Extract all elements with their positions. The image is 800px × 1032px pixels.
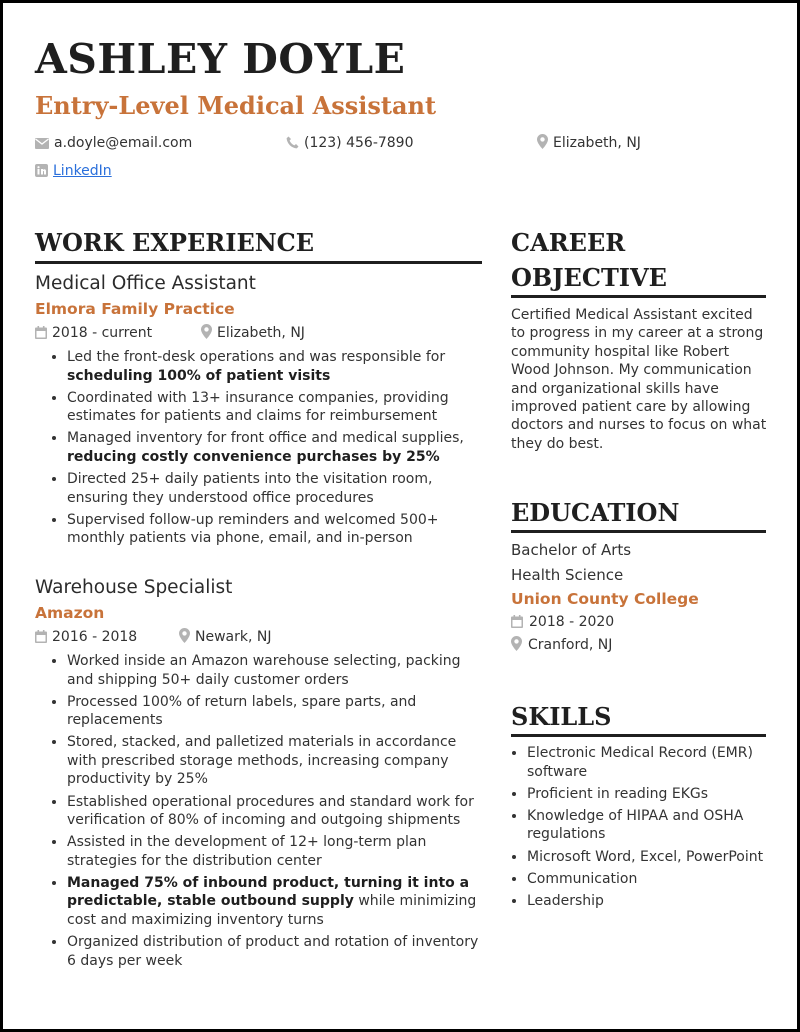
job-location (201, 324, 305, 342)
job-meta (35, 324, 485, 344)
calendar-icon (511, 615, 523, 628)
career-objective-heading: CAREER OBJECTIVE (511, 228, 667, 292)
location-icon (201, 324, 212, 339)
list-item: • Knowledge of HIPAA and OSHA regulations (527, 807, 769, 844)
job-title: Warehouse Specialist (35, 577, 233, 598)
list-item: • Communication (527, 870, 769, 889)
job-location-text: Newark, NJ (195, 629, 272, 645)
list-item: • Coordinated with 13+ insurance companies, providing estimates for patients and claims for reimbursement (67, 389, 485, 426)
list-item: • Managed inventory for front office and medical supplies, reducing costly convenience purchases by 25% (67, 429, 485, 466)
job-dates-text: 2016 - 2018 (52, 629, 138, 645)
job-target-title: Entry-Level Medical Assistant (35, 91, 437, 120)
list-item: • Electronic Medical Record (EMR) software (527, 744, 769, 781)
contact-location (537, 134, 641, 152)
skills-heading: SKILLS (511, 702, 612, 731)
resume-page (3, 3, 797, 1029)
calendar-icon (35, 630, 47, 643)
location-text: Elizabeth, NJ (553, 135, 641, 151)
list-item: • Managed 75% of inbound product, turning it into a predictable, stable outbound supply while minimizing cost and maximizing inventory turns (67, 874, 485, 930)
section-divider (511, 530, 766, 533)
company-name: Amazon (35, 604, 105, 622)
phone-icon (286, 136, 299, 149)
field-of-study: Health Science (511, 565, 624, 584)
email-text: a.doyle@email.com (54, 135, 193, 151)
education-block (511, 538, 769, 657)
skills-block (511, 744, 769, 914)
list-item: • Led the front-desk operations and was responsible for scheduling 100% of patient visits (67, 348, 485, 385)
objective-text: Certified Medical Assistant excited to progress in my career at a strong community hospital like Robert Wood Johnson. My communication and organizational skills have improved patient care by allowing doctors and nurses to focus on what they do best. (511, 307, 767, 452)
degree: Bachelor of Arts (511, 541, 632, 559)
contact-email (35, 134, 192, 152)
section-divider (511, 734, 766, 737)
education-dates: 2018 - 2020 (511, 611, 769, 634)
job-dates (35, 629, 137, 645)
job-entry-1 (35, 576, 485, 974)
list-item: • Microsoft Word, Excel, PowerPoint (527, 848, 769, 867)
location-icon (179, 628, 190, 643)
job-meta (35, 628, 485, 648)
company-name: Elmora Family Practice (35, 300, 235, 318)
list-item: • Proficient in reading EKGs (527, 785, 769, 804)
location-icon (537, 134, 548, 149)
job-entry-0 (35, 272, 485, 551)
section-divider (35, 261, 482, 264)
school-name: Union County College (511, 590, 699, 608)
list-item: • Leadership (527, 892, 769, 911)
list-item: • Directed 25+ daily patients into the visitation room, ensuring they understood office procedures (67, 470, 485, 507)
location-icon (511, 636, 522, 651)
phone-text: (123) 456-7890 (304, 135, 414, 151)
list-item: • Processed 100% of return labels, spare parts, and replacements (67, 693, 485, 730)
education-location: Cranford, NJ (511, 634, 769, 657)
job-location (179, 628, 271, 646)
contact-phone (286, 134, 414, 152)
skills-list (511, 744, 769, 910)
candidate-name: ASHLEY DOYLE (35, 35, 406, 83)
job-bullets (35, 652, 485, 970)
email-icon (35, 138, 49, 149)
work-experience-heading: WORK EXPERIENCE (35, 228, 315, 257)
education-heading: EDUCATION (511, 498, 680, 527)
objective-block (511, 306, 769, 453)
list-item: • Organized distribution of product and rotation of inventory 6 days per week (67, 933, 485, 970)
list-item: • Assisted in the development of 12+ long-term plan strategies for the distribution center (67, 833, 485, 870)
job-dates-text: 2018 - current (52, 325, 153, 341)
list-item: • Supervised follow-up reminders and welcomed 500+ monthly patients via phone, email, and in-person (67, 511, 485, 548)
linkedin-link[interactable]: LinkedIn (53, 163, 112, 179)
list-item: • Stored, stacked, and palletized materials in accordance with prescribed storage methods, increasing company productivity by 25% (67, 733, 485, 789)
job-title: Medical Office Assistant (35, 273, 256, 294)
job-location-text: Elizabeth, NJ (217, 325, 305, 341)
job-dates (35, 325, 152, 341)
list-item: • Worked inside an Amazon warehouse selecting, packing and shipping 50+ daily customer orders (67, 652, 485, 689)
list-item: • Established operational procedures and standard work for verification of 80% of incoming and outgoing shipments (67, 793, 485, 830)
linkedin-icon (35, 164, 48, 177)
job-bullets (35, 348, 485, 548)
section-divider (511, 295, 766, 298)
calendar-icon (35, 326, 47, 339)
contact-linkedin (35, 162, 112, 180)
